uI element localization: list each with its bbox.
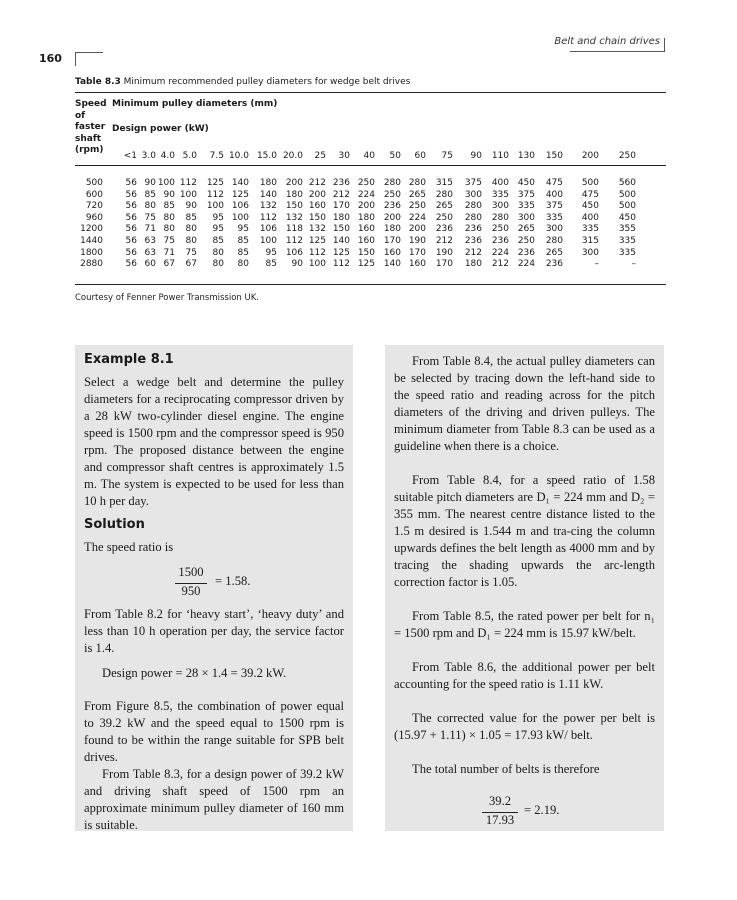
diameter-cell: 236 [464, 224, 482, 235]
diameter-cell: 75 [144, 212, 156, 223]
speed-cell: 600 [85, 189, 103, 200]
table-row [75, 248, 666, 259]
speed-header [75, 99, 115, 157]
diameter-cell: 56 [125, 247, 137, 258]
belts-denominator: 17.93 [485, 813, 515, 827]
diameter-cell: 280 [464, 212, 482, 223]
diameter-cell: 160 [357, 236, 375, 246]
diameter-cell: 300 [581, 247, 599, 258]
table-caption [75, 77, 410, 87]
diameter-cell: 80 [185, 236, 197, 246]
diameter-cell: – [594, 259, 599, 270]
right-para-2: From Table 8.4, for a speed ratio of 1.58 suitable pitch diameters are D₁ = 224 mm and D₂ = 355 mm. The nearest centre distance listed to the 1.5 m desired is 1.544 m and tra-cing the column upwards defines the belt length as 4000 mm and by tracing the shading upwards the arc-length correction factor is 1.05. [394, 473, 655, 589]
diameter-cell: 236 [332, 178, 350, 188]
diameter-cell: 112 [206, 189, 224, 200]
diameter-cell: 335 [545, 212, 563, 223]
diameter-cell: 335 [491, 189, 509, 200]
diameter-cell: 224 [408, 212, 426, 223]
example-problem: Select a wedge belt and determine the pulley diameters for a reciprocating compressor driven by a 28 kW two-cylinder diesel engine. The engine speed is 1500 rpm and the compressor speed is 950 rpm. The proposed distance between the engine and compressor shaft centres is approximately 1.5 m. The system is expected to be used for less than 10 h per day. [84, 375, 344, 508]
diameter-cell: 212 [464, 247, 482, 258]
diameter-cell: 200 [383, 212, 401, 223]
diameter-cell: 475 [581, 189, 599, 200]
diameter-cell: 85 [237, 247, 249, 258]
right-para-1: From Table 8.4, the actual pulley diameters can be selected by tracing down the left-hand side to the speed ratio and reading across for the pitch diameters of the driving and driven pulleys. The minimum diameter from Table 8.3 can be used as a guideline when there is a choice. [394, 354, 655, 453]
diameter-cell: 200 [285, 178, 303, 188]
diameter-cell: 300 [464, 189, 482, 200]
speed-cell: 1800 [80, 247, 103, 258]
diameter-cell: 265 [435, 201, 453, 212]
table-row [75, 259, 666, 270]
diameter-cell: 90 [163, 189, 175, 200]
diameter-cell: 315 [581, 236, 599, 246]
diameter-cell: 212 [332, 189, 350, 200]
diameter-cell: 112 [259, 212, 277, 223]
diameter-cell: 80 [212, 247, 224, 258]
diameter-cell: 85 [237, 236, 249, 246]
diameter-cell: 118 [285, 224, 303, 235]
diameter-cell: 63 [144, 247, 156, 258]
power-column-header: 4.0 [160, 151, 175, 161]
diameter-cell: 132 [308, 224, 326, 235]
diameter-cell: 75 [185, 247, 197, 258]
diameter-cell: 212 [435, 236, 453, 246]
diameter-cell: 160 [408, 259, 426, 270]
diameter-cell: 375 [517, 189, 535, 200]
diameter-cell: 125 [308, 236, 326, 246]
power-column-header: 50 [389, 151, 401, 161]
power-column-header: 25 [314, 151, 326, 161]
diameter-cell: 280 [464, 201, 482, 212]
diameter-cell: 95 [212, 212, 224, 223]
diameter-cell: 236 [517, 247, 535, 258]
diameter-cell: 250 [435, 212, 453, 223]
diameter-cell: 236 [435, 224, 453, 235]
diameter-cell: 190 [435, 247, 453, 258]
diameter-cell: 75 [163, 236, 175, 246]
speed-cell: 1440 [80, 236, 103, 246]
diameter-cell: 265 [517, 224, 535, 235]
diameter-cell: 85 [265, 259, 277, 270]
power-column-header: 3.0 [141, 151, 156, 161]
diameter-cell: 300 [545, 224, 563, 235]
diameter-cell: 335 [618, 236, 636, 246]
table-row [75, 224, 666, 235]
diameter-cell: 280 [491, 212, 509, 223]
diameter-cell: 56 [125, 201, 137, 212]
diameter-cell: 125 [206, 178, 224, 188]
diameter-cell: 180 [464, 259, 482, 270]
power-column-header: 15.0 [256, 151, 277, 161]
right-para-6: The total number of belts is therefore [412, 762, 600, 776]
table-row [75, 178, 666, 189]
diameter-cell: 100 [157, 178, 175, 188]
diameter-cell: 250 [408, 201, 426, 212]
power-column-header: 250 [618, 151, 636, 161]
diameter-cell: 112 [308, 247, 326, 258]
diameter-cell: 170 [332, 201, 350, 212]
diameter-cell: 150 [308, 212, 326, 223]
diameter-cell: 250 [491, 224, 509, 235]
diameter-cell: 132 [285, 212, 303, 223]
diameter-cell: 132 [259, 201, 277, 212]
diameter-cell: 85 [163, 201, 175, 212]
diameter-cell: 160 [383, 247, 401, 258]
diameter-cell: 250 [517, 236, 535, 246]
power-column-header: <1 [123, 151, 137, 161]
diameter-cell: 140 [383, 259, 401, 270]
speed-header-line: Speed [75, 99, 107, 109]
diameter-cell: 265 [408, 189, 426, 200]
power-column-header: 130 [517, 151, 535, 161]
diameter-cell: 280 [383, 178, 401, 188]
diameter-cell: 63 [144, 236, 156, 246]
diameter-cell: 400 [581, 212, 599, 223]
diameter-cell: 80 [163, 224, 175, 235]
continuation-box [385, 345, 664, 831]
diameter-cell: 190 [408, 236, 426, 246]
diameter-cell: 106 [285, 247, 303, 258]
table-row [75, 190, 666, 201]
speed-cell: 1200 [80, 224, 103, 235]
diameter-cell: 140 [231, 178, 249, 188]
power-column-header: 7.5 [209, 151, 224, 161]
diameter-cell: 56 [125, 259, 137, 270]
diameter-cell: 180 [259, 178, 277, 188]
speed-header-line: faster [75, 122, 106, 132]
diameter-cell: 450 [517, 178, 535, 188]
page-number: 160 [39, 52, 62, 65]
diameter-cell: 100 [308, 259, 326, 270]
diameter-cell: 450 [618, 212, 636, 223]
power-column-header: 150 [545, 151, 563, 161]
diameter-cell: 375 [464, 178, 482, 188]
diameter-cell: 160 [357, 224, 375, 235]
diameter-cell: 236 [545, 259, 563, 270]
diameter-cell: 150 [332, 224, 350, 235]
diameter-cell: 280 [545, 236, 563, 246]
ratio-denominator: 950 [181, 584, 201, 598]
diameter-cell: 80 [185, 224, 197, 235]
diameter-cell: 315 [435, 178, 453, 188]
diameter-cell: 85 [212, 236, 224, 246]
diameter-cell: 170 [383, 236, 401, 246]
table-row [75, 236, 666, 247]
header-rule-right [570, 51, 665, 52]
diameter-cell: 500 [581, 178, 599, 188]
diameter-cell: 56 [125, 224, 137, 235]
table-courtesy: Courtesy of Fenner Power Transmission UK. [75, 293, 259, 303]
diameter-cell: 90 [144, 178, 156, 188]
speed-header-line: of [75, 110, 86, 121]
power-column-header: 30 [338, 151, 350, 161]
diameter-cell: 335 [581, 224, 599, 235]
diameter-cell: 224 [517, 259, 535, 270]
diameter-cell: 250 [383, 189, 401, 200]
table-row [75, 201, 666, 212]
diameter-cell: 56 [125, 236, 137, 246]
power-column-header: 10.0 [228, 151, 249, 161]
diameter-cell: 475 [545, 178, 563, 188]
example-title: Example 8.1 [84, 352, 174, 367]
power-column-header: 90 [470, 151, 482, 161]
header-rule-left [75, 52, 103, 66]
table-bottom-rule [75, 284, 666, 285]
diameter-cell: 95 [265, 247, 277, 258]
table-caption-text: Minimum recommended pulley diameters for wedge belt drives [123, 77, 411, 87]
diameter-cell: 85 [144, 189, 156, 200]
diameter-cell: 60 [144, 259, 156, 270]
diameter-cell: 140 [332, 236, 350, 246]
diameter-cell: 180 [357, 212, 375, 223]
diameter-cell: 180 [285, 189, 303, 200]
diameter-cell: 95 [237, 224, 249, 235]
diameter-cell: 112 [332, 259, 350, 270]
diameter-cell: 375 [545, 201, 563, 212]
diameter-cell: 140 [259, 189, 277, 200]
diameter-cell: 180 [383, 224, 401, 235]
diameter-cell: 125 [357, 259, 375, 270]
power-column-row [75, 151, 666, 163]
speed-header-line: shaft [75, 133, 102, 144]
diameter-cell: 90 [291, 259, 303, 270]
diameter-cell: 280 [435, 189, 453, 200]
diameter-cell: 125 [231, 189, 249, 200]
table-text: From Table 8.3, for a design power of 39.2 kW and driving shaft speed of 1500 rpm an approximate minimum pulley diameter of 160 mm is suitable. [84, 767, 344, 832]
speed-cell: 500 [85, 178, 103, 188]
diameter-cell: 160 [308, 201, 326, 212]
power-column-header: 110 [491, 151, 509, 161]
diameter-cell: 212 [308, 178, 326, 188]
diameter-cell: 80 [237, 259, 249, 270]
header-bottom-rule [75, 165, 666, 166]
diameter-cell: 100 [259, 236, 277, 246]
table-top-rule [75, 92, 666, 93]
diameter-cell: 170 [435, 259, 453, 270]
diameter-cell: 236 [464, 236, 482, 246]
diameter-cell: 500 [618, 201, 636, 212]
diameter-cell: 100 [231, 212, 249, 223]
diameter-cell: 300 [517, 212, 535, 223]
diameter-cell: 56 [125, 212, 137, 223]
diameter-cell: 236 [491, 236, 509, 246]
diameter-cell: 56 [125, 189, 137, 200]
power-column-header: 75 [441, 151, 453, 161]
min-pulley-header: Minimum pulley diameters (mm) [112, 99, 278, 109]
diameter-cell: 300 [491, 201, 509, 212]
diameter-cell: 125 [332, 247, 350, 258]
power-column-header: 20.0 [282, 151, 303, 161]
right-para-5: The corrected value for the power per belt is (15.97 + 1.11) × 1.05 = 17.93 kW/ belt. [394, 711, 655, 742]
diameter-cell: 80 [212, 259, 224, 270]
diameter-cell: 212 [491, 259, 509, 270]
ratio-numerator: 1500 [178, 565, 204, 579]
diameter-cell: 400 [545, 189, 563, 200]
diameter-cell: 56 [125, 178, 137, 188]
diameter-cell: 500 [618, 189, 636, 200]
ratio-result: = 1.58. [215, 574, 251, 588]
table-row [75, 213, 666, 224]
diameter-cell: 400 [491, 178, 509, 188]
diameter-cell: 71 [144, 224, 156, 235]
design-power-header: Design power (kW) [112, 124, 209, 134]
diameter-cell: 560 [618, 178, 636, 188]
speed-header-line: (rpm) [75, 145, 104, 155]
diameter-cell: 200 [308, 189, 326, 200]
diameter-cell: 80 [144, 201, 156, 212]
diameter-cell: 150 [357, 247, 375, 258]
diameter-cell: 90 [185, 201, 197, 212]
speed-cell: 720 [85, 201, 103, 212]
diameter-cell: 95 [212, 224, 224, 235]
diameter-cell: 224 [357, 189, 375, 200]
right-para-4: From Table 8.6, the additional power per belt accounting for the speed ratio is 1.11 kW. [394, 660, 655, 691]
right-para-3: From Table 8.5, the rated power per belt for n₁ = 1500 rpm and D₁ = 224 mm is 15.97 kW/belt. [394, 609, 655, 640]
diameter-cell: 200 [357, 201, 375, 212]
power-column-header: 40 [363, 151, 375, 161]
power-column-header: 5.0 [182, 151, 197, 161]
solution-title: Solution [84, 517, 145, 532]
table-label: Table 8.3 [75, 77, 121, 87]
power-column-header: 60 [414, 151, 426, 161]
diameter-cell: 106 [259, 224, 277, 235]
diameter-cell: 85 [185, 212, 197, 223]
diameter-cell: 355 [618, 224, 636, 235]
figure-text: From Figure 8.5, the combination of power equal to 39.2 kW and the speed equal to 1500 rpm is found to be within the range suitable for SPB belt drives. [84, 699, 344, 764]
diameter-cell: 112 [285, 236, 303, 246]
diameter-cell: 170 [408, 247, 426, 258]
diameter-cell: 450 [581, 201, 599, 212]
diameter-cell: 71 [163, 247, 175, 258]
diameter-cell: 335 [618, 247, 636, 258]
header-tick-right [664, 38, 665, 51]
diameter-cell: 236 [383, 201, 401, 212]
diameter-cell: 280 [408, 178, 426, 188]
service-factor-text: From Table 8.2 for ‘heavy start’, ‘heavy duty’ and less than 10 h operation per day, the service factor is 1.4. [84, 607, 344, 655]
diameter-cell: 80 [163, 212, 175, 223]
diameter-cell: 335 [517, 201, 535, 212]
power-column-header: 200 [581, 151, 599, 161]
belts-numerator: 39.2 [488, 794, 512, 808]
diameter-cell: 100 [179, 189, 197, 200]
diameter-cell: 112 [179, 178, 197, 188]
running-head: Belt and chain drives [554, 36, 660, 47]
diameter-cell: 100 [206, 201, 224, 212]
diameter-cell: 106 [231, 201, 249, 212]
diameter-cell: 250 [357, 178, 375, 188]
speed-cell: 960 [85, 212, 103, 223]
diameter-cell: 67 [163, 259, 175, 270]
diameter-cell: 200 [408, 224, 426, 235]
diameter-cell: 67 [185, 259, 197, 270]
example-box [75, 345, 353, 831]
speed-cell: 2880 [80, 259, 103, 270]
ratio-intro: The speed ratio is [84, 540, 174, 554]
diameter-cell: 224 [491, 247, 509, 258]
diameter-cell: – [631, 259, 636, 270]
diameter-cell: 180 [332, 212, 350, 223]
diameter-cell: 150 [285, 201, 303, 212]
belts-result: = 2.19. [524, 803, 560, 817]
diameter-cell: 265 [545, 247, 563, 258]
design-power-equation: Design power = 28 × 1.4 = 39.2 kW. [102, 666, 287, 680]
